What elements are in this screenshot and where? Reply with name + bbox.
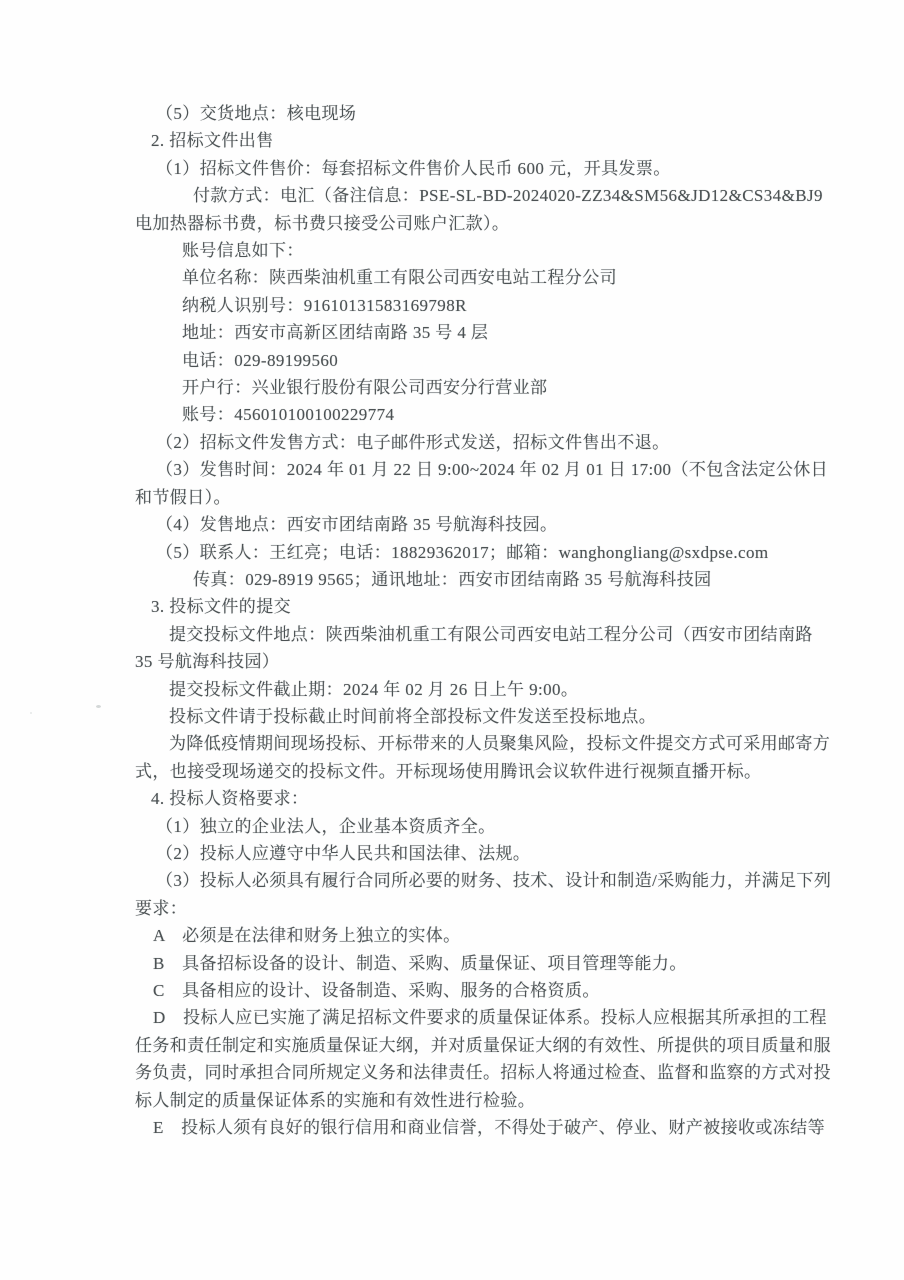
document-line: 4. 投标人资格要求： bbox=[151, 789, 309, 809]
document-line: （5）交货地点：核电现场 bbox=[156, 104, 357, 123]
document-line: 式，也接受现场递交的投标文件。开标现场使用腾讯会议软件进行视频直播开标。 bbox=[135, 761, 762, 781]
document-line: 为降低疫情期间现场投标、开标带来的人员聚集风险，投标文件提交方式可采用邮寄方 bbox=[169, 734, 831, 754]
document-line: 单位名称：陕西柴油机重工有限公司西安电站工程分公司 bbox=[182, 268, 617, 288]
document-line: A 必须是在法律和财务上独立的实体。 bbox=[153, 926, 461, 946]
document-line: 3. 投标文件的提交 bbox=[151, 597, 291, 617]
document-line: D 投标人应已实施了满足招标文件要求的质量保证体系。投标人应根据其所承担的工程 bbox=[153, 1008, 827, 1028]
document-line: 投标文件请于投标截止时间前将全部投标文件发送至投标地点。 bbox=[169, 706, 657, 726]
document-line: （1）独立的企业法人，企业基本资质齐全。 bbox=[156, 816, 496, 836]
document-line: 账号信息如下： bbox=[182, 241, 304, 261]
document-line: （5）联系人：王红亮；电话：18829362017；邮箱：wanghongliang@sxdpse.com bbox=[156, 542, 769, 562]
document-line: （3）投标人必须具有履行合同所必要的财务、技术、设计和制造/采购能力，并满足下列 bbox=[156, 871, 832, 891]
document-line: 开户行：兴业银行股份有限公司西安分行营业部 bbox=[182, 378, 548, 398]
document-line: 35 号航海科技园） bbox=[135, 652, 280, 672]
document-line: 2. 招标文件出售 bbox=[151, 131, 274, 151]
document-line: 标人制定的质量保证体系的实施和有效性进行检验。 bbox=[135, 1090, 536, 1110]
document-line: 电加热器标书费，标书费只接受公司账户汇款）。 bbox=[135, 213, 510, 233]
document-line: 提交投标文件截止期：2024 年 02 月 26 日上午 9:00。 bbox=[169, 679, 579, 699]
document-line: 任务和责任制定和实施质量保证大纲，并对质量保证大纲的有效性、所提供的项目质量和服 bbox=[135, 1035, 831, 1055]
document-line: （2）招标文件发售方式：电子邮件形式发送，招标文件售出不退。 bbox=[156, 432, 670, 452]
document-text-block bbox=[135, 100, 832, 1141]
document-line: E 投标人须有良好的银行信用和商业信誉，不得处于破产、停业、财产被接收或冻结等 bbox=[153, 1118, 825, 1138]
document-line: 和节假日）。 bbox=[135, 487, 231, 507]
scan-speck bbox=[96, 705, 101, 708]
document-line: （3）发售时间：2024 年 01 月 22 日 9:00~2024 年 02 月 01 日 17:00（不包含法定公休日 bbox=[156, 460, 829, 480]
document-line: 传真：029-8919 9565；通讯地址：西安市团结南路 35 号航海科技园 bbox=[193, 569, 712, 589]
document-line: 纳税人识别号：91610131583169798R bbox=[182, 295, 467, 315]
document-line: （2）投标人应遵守中华人民共和国法律、法规。 bbox=[156, 843, 531, 863]
scan-speck bbox=[30, 712, 32, 714]
document-line: 要求： bbox=[135, 898, 188, 918]
document-line: 地址：西安市高新区团结南路 35 号 4 层 bbox=[182, 323, 489, 343]
document-line: 付款方式：电汇（备注信息：PSE-SL-BD-2024020-ZZ34&SM56&JD12&CS34&BJ9 bbox=[193, 186, 823, 206]
document-line: （4）发售地点：西安市团结南路 35 号航海科技园。 bbox=[156, 515, 558, 535]
document-line: 务负责，同时承担合同所规定义务和法律责任。招标人将通过检查、监督和监察的方式对投 bbox=[135, 1063, 831, 1083]
document-line: B 具备招标设备的设计、制造、采购、质量保证、项目管理等能力。 bbox=[153, 953, 687, 973]
document-line: 电话：029-89199560 bbox=[182, 350, 339, 370]
document-line: C 具备相应的设计、设备制造、采购、服务的合格资质。 bbox=[153, 981, 600, 1000]
document-line: 账号：456010100100229774 bbox=[182, 405, 395, 425]
document-line: 提交投标文件地点：陕西柴油机重工有限公司西安电站工程分公司（西安市团结南路 bbox=[169, 624, 813, 644]
document-line: （1）招标文件售价：每套招标文件售价人民币 600 元，开具发票。 bbox=[156, 158, 671, 178]
